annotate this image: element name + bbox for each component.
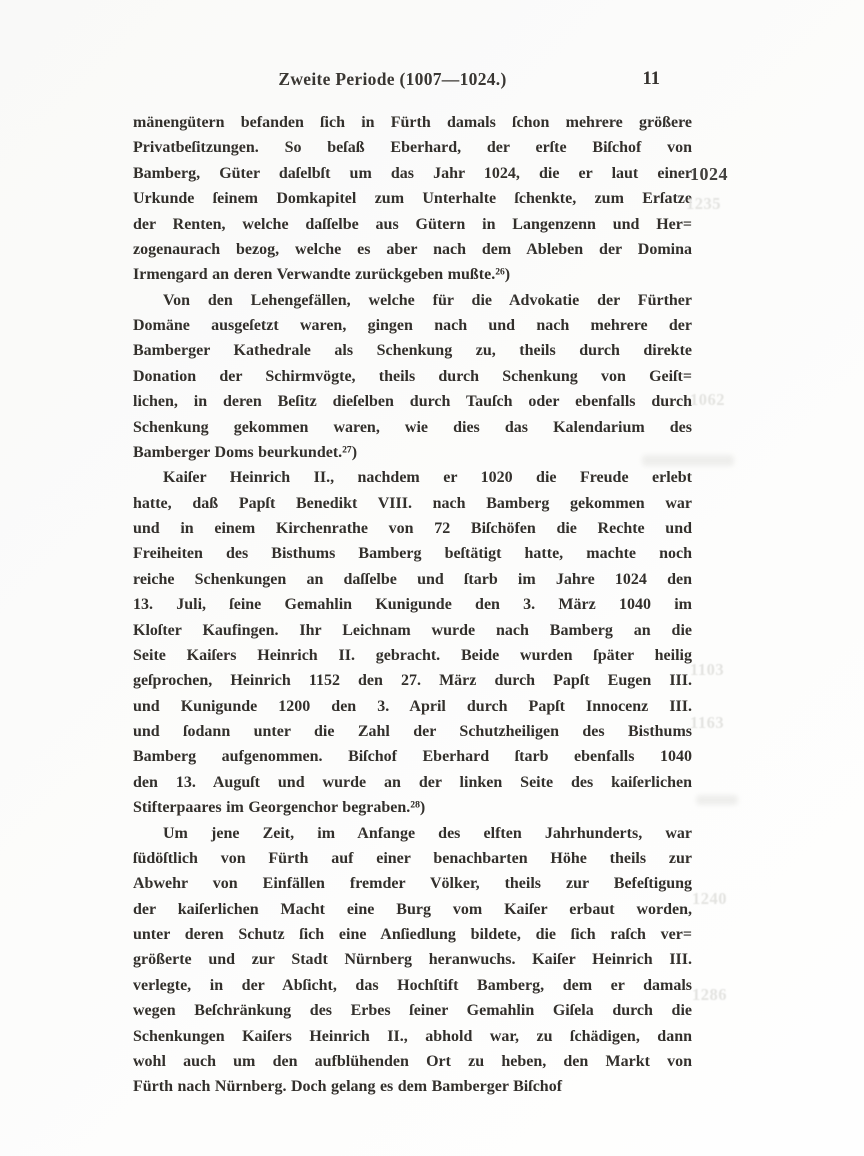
text-line: der kaiſerlichen Macht eine Burg vom Kaiſer erbaut worden, (133, 900, 692, 918)
text-line: Irmengard an deren Verwandte zurückgeben mußte.²⁶) (133, 266, 511, 284)
bleed-through-mark: 1103 (690, 660, 725, 679)
margin-year-note: 1024 (690, 164, 728, 184)
text-line: mänengütern befanden ſich in Fürth damals ſchon mehrere größere (133, 114, 692, 131)
text-line: der Renten, welche daſſelbe aus Gütern in Langenzenn und Her= (133, 215, 692, 233)
text-line: und in einem Kirchenrathe von 72 Biſchöfen die Rechte und (133, 520, 692, 537)
paragraph (133, 821, 692, 1100)
bleed-through-mark: 1286 (692, 985, 727, 1004)
text-line: wohl auch um den aufblühenden Ort zu heben, den Markt von (133, 1052, 692, 1070)
text-line: verlegte, in der Abſicht, das Hochſtift Bamberg, dem er damals (133, 976, 692, 994)
text-line: Schenkung gekommen waren, wie dies das Kalendarium des (133, 418, 692, 436)
text-line: größerte und zur Stadt Nürnberg heranwuchs. Kaiſer Heinrich III. (133, 951, 692, 969)
text-line: Bamberg, Güter daſelbſt um das Jahr 1024, die er laut einer (133, 164, 692, 182)
running-title: Zweite Periode (1007—1024.) (278, 69, 507, 89)
text-line: reiche Schenkungen an daſſelbe und ſtarb im Jahre 1024 den (133, 570, 692, 588)
bleed-through-mark: 1235 (686, 194, 721, 213)
text-line: Schenkungen Kaiſers Heinrich II., abhold war, zu ſchädigen, dann (133, 1027, 692, 1045)
text-line: wegen Beſchränkung des Erbes ſeiner Gemahlin Giſela durch die (133, 1002, 692, 1020)
text-line: Kloſter Kaufingen. Ihr Leichnam wurde nach Bamberg an die (133, 621, 692, 639)
text-line: hatte, daß Papſt Benedikt VIII. nach Bamberg gekommen war (133, 494, 692, 512)
text-line: Freiheiten des Bisthums Bamberg beſtätigt hatte, machte noch (133, 545, 692, 563)
bleed-through-mark: 1062 (690, 390, 725, 409)
text-line: den 13. Auguſt und wurde an der linken Seite des kaiſerlichen (133, 773, 692, 791)
text-line: Seite Kaiſers Heinrich II. gebracht. Beide wurden ſpäter heilig (133, 646, 692, 664)
paragraph (133, 288, 692, 466)
text-line: Bamberger Kathedrale als Schenkung zu, theils durch direkte (133, 342, 692, 360)
text-line: Bamberg aufgenommen. Biſchof Eberhard ſtarb ebenfalls 1040 (133, 748, 692, 766)
text-line: 13. Juli, ſeine Gemahlin Kunigunde den 3. März 1040 im (133, 596, 692, 614)
bleed-smudge (642, 455, 734, 466)
text-block (133, 110, 692, 1100)
text-line: Domäne ausgeſetzt waren, gingen nach und nach mehrere der (133, 317, 692, 334)
text-line: geſprochen, Heinrich 1152 den 27. März durch Papſt Eugen III. (133, 672, 692, 690)
text-line: Urkunde ſeinem Domkapitel zum Unterhalte ſchenkte, zum Erſatze (133, 190, 692, 208)
text-line: Von den Lehengefällen, welche für die Advokatie der Fürther (163, 291, 692, 309)
bleed-through-mark: 1163 (690, 713, 725, 732)
bleed-through-mark: 1240 (692, 889, 727, 908)
text-line: Donation der Schirmvögte, theils durch Schenkung von Geiſt= (133, 367, 692, 385)
text-line: unter deren Schutz ſich eine Anſiedlung bildete, die ſich raſch ver= (133, 926, 692, 943)
text-line: Fürth nach Nürnberg. Doch gelang es dem Bamberger Biſchof (133, 1078, 563, 1096)
text-line: Abwehr von Einfällen fremder Völker, theils zur Befeſtigung (133, 875, 692, 893)
paragraph (133, 110, 692, 288)
text-line: Privatbeſitzungen. So beſaß Eberhard, der erſte Biſchof von (133, 139, 692, 157)
bleed-smudge (696, 795, 738, 805)
paragraph (133, 465, 692, 820)
page-number: 11 (642, 69, 660, 89)
page-header (133, 69, 692, 95)
text-line: lichen, in deren Beſitz dieſelben durch Tauſch oder ebenfalls durch (133, 393, 692, 411)
text-line: Stifterpaares im Georgenchor begraben.²⁸) (133, 799, 426, 817)
text-line: Kaiſer Heinrich II., nachdem er 1020 die Freude erlebt (163, 469, 692, 487)
text-line: Um jene Zeit, im Anfange des elften Jahrhunderts, war (163, 824, 692, 842)
text-line: Bamberger Doms beurkundet.²⁷) (133, 443, 358, 461)
text-line: zogenaurach bezog, welche es aber nach dem Ableben der Domina (133, 240, 692, 258)
text-line: und ſodann unter die Zahl der Schutzheiligen des Bisthums (133, 723, 692, 740)
text-line: und Kunigunde 1200 den 3. April durch Papſt Innocenz III. (133, 697, 692, 715)
text-line: ſüdöſtlich von Fürth auf einer benachbarten Höhe theils zur (133, 849, 692, 867)
